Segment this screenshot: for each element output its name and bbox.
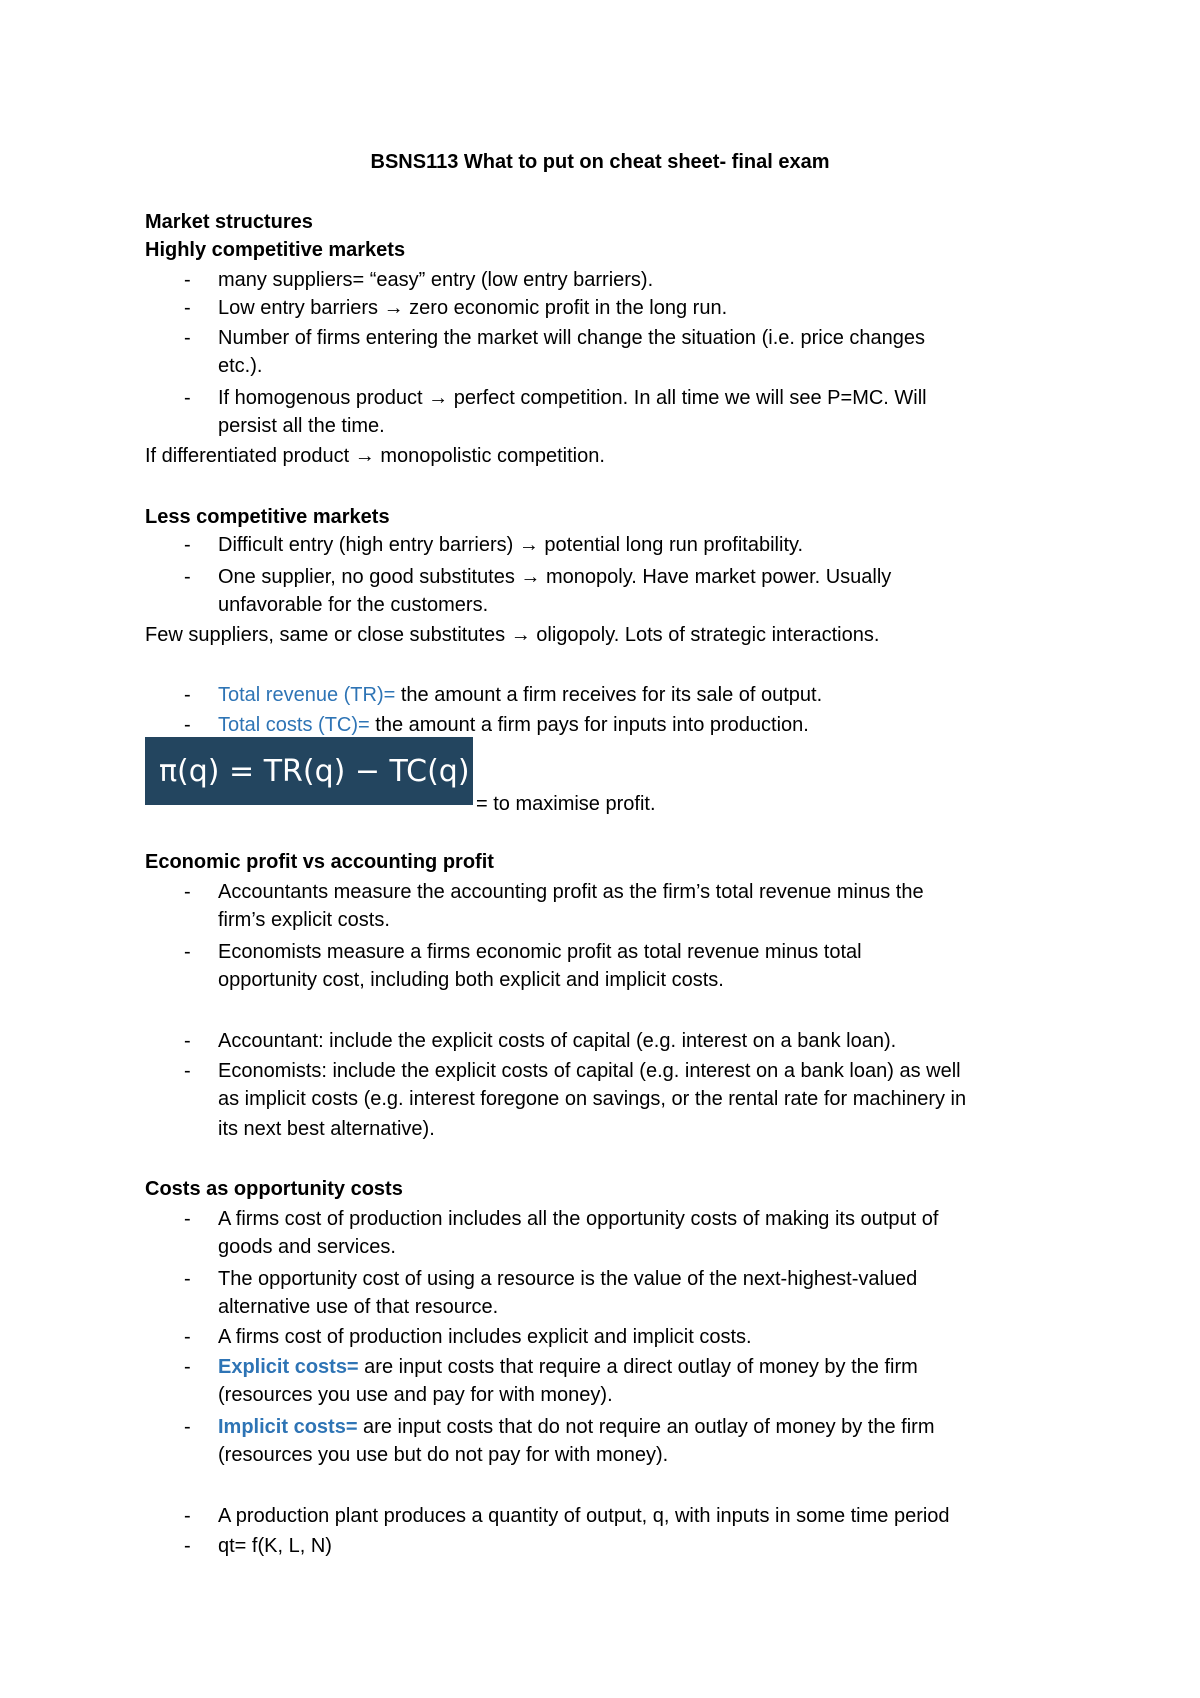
subheading-less-competitive: Less competitive markets [145,506,390,528]
list-item: Economists measure a firms economic profit as total revenue minus total [218,941,862,963]
list-item: A firms cost of production includes all the opportunity costs of making its output of [218,1208,939,1230]
term-explicit-costs: Explicit costs= [218,1356,359,1378]
list-item: Number of firms entering the market will change the situation (i.e. price changes [218,327,926,349]
list-item: Difficult entry (high entry barriers) → potential long run profitability. [218,534,804,556]
definition-explicit-costs [218,1353,918,1381]
list-item-continuation: etc.). [218,355,263,377]
bullet-dash: - [184,1505,191,1527]
definition-text: are input costs that require a direct outlay of money by the firm [358,1356,918,1378]
bullet-dash: - [184,534,191,556]
list-item-continuation: as implicit costs (e.g. interest foregone on savings, or the rental rate for machinery in [218,1088,967,1110]
bullet-dash: - [184,297,191,319]
bullet-dash: - [184,1060,191,1082]
section-heading-market-structures: Market structures [145,211,313,233]
list-item-continuation: opportunity cost, including both explicit and implicit costs. [218,969,724,991]
page-title: BSNS113 What to put on cheat sheet- final exam [370,151,830,173]
list-item: A production plant produces a quantity of output, q, with inputs in some time period [218,1505,950,1527]
definition-text: are input costs that do not require an outlay of money by the firm [357,1416,935,1438]
definition-text: the amount a firm receives for its sale of output. [395,684,823,706]
list-item: many suppliers= “easy” entry (low entry barriers). [218,269,654,291]
bullet-dash: - [184,1416,191,1438]
bullet-dash: - [184,566,191,588]
list-item-continuation: firm’s explicit costs. [218,909,390,931]
bullet-dash: - [184,881,191,903]
paragraph-few-suppliers: Few suppliers, same or close substitutes → oligopoly. Lots of strategic interactions. [145,624,880,646]
bullet-dash: - [184,1356,191,1378]
term-total-costs: Total costs (TC)= [218,714,370,736]
list-item-continuation: unfavorable for the customers. [218,594,489,616]
bullet-dash: - [184,1535,191,1557]
term-total-revenue: Total revenue (TR)= [218,684,396,706]
list-item: One supplier, no good substitutes → monopoly. Have market power. Usually [218,566,892,588]
profit-formula-image: π(q) = TR(q) − TC(q) [145,737,473,805]
section-heading-economic-profit: Economic profit vs accounting profit [145,851,494,873]
definition-implicit-costs [218,1413,934,1441]
bullet-dash: - [184,327,191,349]
section-heading-opportunity-costs: Costs as opportunity costs [145,1178,403,1200]
list-item-continuation: alternative use of that resource. [218,1296,499,1318]
definition-total-costs [218,711,809,739]
list-item: Accountant: include the explicit costs of capital (e.g. interest on a bank loan). [218,1030,897,1052]
subheading-highly-competitive: Highly competitive markets [145,239,406,261]
production-function: qt= f(K, L, N) [218,1535,332,1557]
bullet-dash: - [184,714,191,736]
list-item-continuation: persist all the time. [218,415,385,437]
bullet-dash: - [184,684,191,706]
bullet-dash: - [184,941,191,963]
list-item-continuation: (resources you use but do not pay for with money). [218,1444,669,1466]
list-item: The opportunity cost of using a resource is the value of the next-highest-valued [218,1268,918,1290]
definition-text: the amount a firm pays for inputs into production. [369,714,809,736]
bullet-dash: - [184,1208,191,1230]
list-item: A firms cost of production includes explicit and implicit costs. [218,1326,752,1348]
list-item: Economists: include the explicit costs of capital (e.g. interest on a bank loan) as well [218,1060,961,1082]
list-item-continuation: goods and services. [218,1236,396,1258]
formula-suffix: = to maximise profit. [476,793,656,815]
bullet-dash: - [184,1268,191,1290]
list-item: If homogenous product → perfect competition. In all time we will see P=MC. Will [218,387,927,409]
bullet-dash: - [184,1326,191,1348]
list-item-continuation: (resources you use and pay for with money). [218,1384,613,1406]
list-item: Low entry barriers → zero economic profit in the long run. [218,297,728,319]
list-item: Accountants measure the accounting profit as the firm’s total revenue minus the [218,881,924,903]
term-implicit-costs: Implicit costs= [218,1416,358,1438]
paragraph-differentiated: If differentiated product → monopolistic competition. [145,445,605,467]
bullet-dash: - [184,269,191,291]
bullet-dash: - [184,1030,191,1052]
list-item-continuation: its next best alternative). [218,1118,435,1140]
definition-total-revenue [218,681,822,709]
bullet-dash: - [184,387,191,409]
